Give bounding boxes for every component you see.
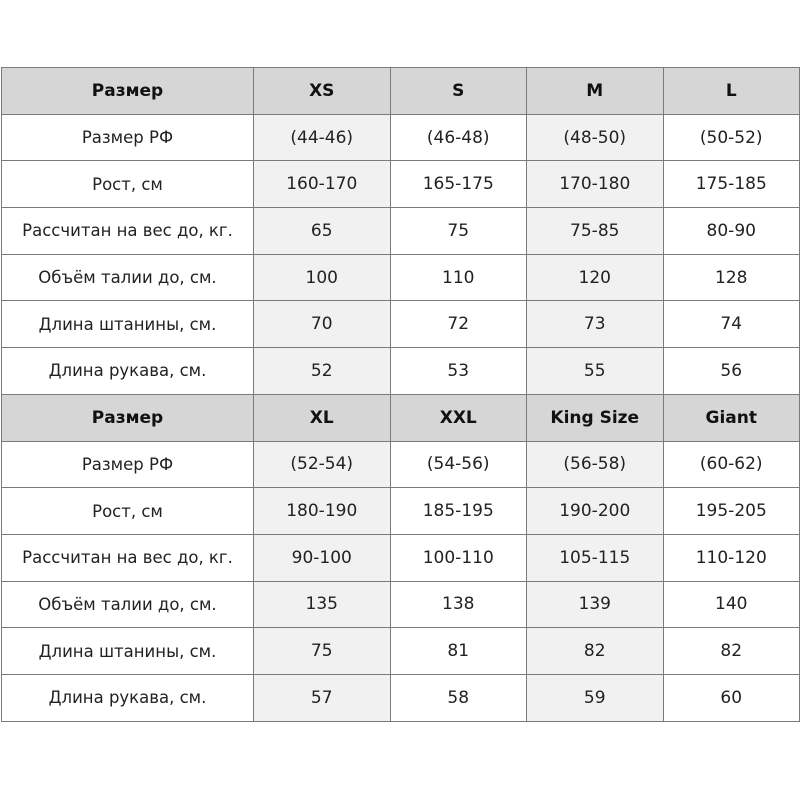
header-label-cell: Размер [2, 68, 254, 115]
table-row [2, 348, 800, 395]
value-cell: (50-52) [663, 114, 800, 161]
value-cell: 58 [390, 674, 527, 721]
value-cell: (46-48) [390, 114, 527, 161]
value-cell: 75 [254, 628, 391, 675]
header-size-cell: S [390, 68, 527, 115]
row-label: Рассчитан на вес до, кг. [2, 534, 254, 581]
value-cell: 52 [254, 348, 391, 395]
value-cell: 110 [390, 254, 527, 301]
value-cell: 190-200 [527, 488, 664, 535]
row-label: Длина штанины, см. [2, 628, 254, 675]
value-cell: 165-175 [390, 161, 527, 208]
value-cell: 139 [527, 581, 664, 628]
table-row [2, 254, 800, 301]
table-row [2, 301, 800, 348]
value-cell: 138 [390, 581, 527, 628]
value-cell: 80-90 [663, 208, 800, 255]
value-cell: (56-58) [527, 441, 664, 488]
value-cell: 74 [663, 301, 800, 348]
row-label: Рост, см [2, 488, 254, 535]
value-cell: 56 [663, 348, 800, 395]
header-size-cell: XS [254, 68, 391, 115]
value-cell: 128 [663, 254, 800, 301]
value-cell: (52-54) [254, 441, 391, 488]
value-cell: 120 [527, 254, 664, 301]
header-size-cell: M [527, 68, 664, 115]
value-cell: 135 [254, 581, 391, 628]
size-table [1, 67, 800, 722]
table-row [2, 161, 800, 208]
row-label: Длина рукава, см. [2, 348, 254, 395]
value-cell: 170-180 [527, 161, 664, 208]
value-cell: 81 [390, 628, 527, 675]
value-cell: 105-115 [527, 534, 664, 581]
value-cell: 72 [390, 301, 527, 348]
row-label: Длина штанины, см. [2, 301, 254, 348]
value-cell: 110-120 [663, 534, 800, 581]
table-row [2, 114, 800, 161]
row-label: Объём талии до, см. [2, 254, 254, 301]
value-cell: (44-46) [254, 114, 391, 161]
header-size-cell: L [663, 68, 800, 115]
value-cell: 53 [390, 348, 527, 395]
header-size-cell: XXL [390, 394, 527, 441]
value-cell: 195-205 [663, 488, 800, 535]
value-cell: 75-85 [527, 208, 664, 255]
value-cell: 100-110 [390, 534, 527, 581]
value-cell: 185-195 [390, 488, 527, 535]
row-label: Размер РФ [2, 441, 254, 488]
value-cell: 65 [254, 208, 391, 255]
table-row [2, 534, 800, 581]
value-cell: 82 [663, 628, 800, 675]
value-cell: 175-185 [663, 161, 800, 208]
value-cell: 60 [663, 674, 800, 721]
table-row [2, 628, 800, 675]
table-row [2, 488, 800, 535]
row-label: Объём талии до, см. [2, 581, 254, 628]
row-label: Размер РФ [2, 114, 254, 161]
header-size-cell: XL [254, 394, 391, 441]
table-header-row [2, 394, 800, 441]
header-size-cell: Giant [663, 394, 800, 441]
value-cell: (60-62) [663, 441, 800, 488]
value-cell: 82 [527, 628, 664, 675]
value-cell: 70 [254, 301, 391, 348]
table-row [2, 208, 800, 255]
value-cell: 160-170 [254, 161, 391, 208]
value-cell: 59 [527, 674, 664, 721]
value-cell: 90-100 [254, 534, 391, 581]
table-row [2, 441, 800, 488]
row-label: Рост, см [2, 161, 254, 208]
table-row [2, 674, 800, 721]
value-cell: (54-56) [390, 441, 527, 488]
row-label: Длина рукава, см. [2, 674, 254, 721]
value-cell: 73 [527, 301, 664, 348]
value-cell: 57 [254, 674, 391, 721]
header-size-cell: King Size [527, 394, 664, 441]
header-label-cell: Размер [2, 394, 254, 441]
table-header-row [2, 68, 800, 115]
value-cell: 140 [663, 581, 800, 628]
value-cell: (48-50) [527, 114, 664, 161]
value-cell: 75 [390, 208, 527, 255]
value-cell: 180-190 [254, 488, 391, 535]
row-label: Рассчитан на вес до, кг. [2, 208, 254, 255]
value-cell: 55 [527, 348, 664, 395]
value-cell: 100 [254, 254, 391, 301]
table-row [2, 581, 800, 628]
